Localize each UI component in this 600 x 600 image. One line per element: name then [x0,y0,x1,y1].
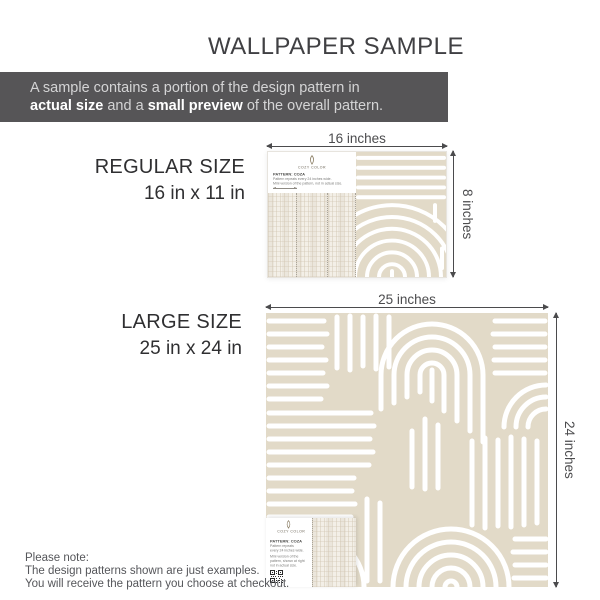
regular-card-header [268,152,356,193]
coza-pattern-actual-size [356,152,446,277]
pattern-info-line: pattern, shown at right [270,559,305,563]
brand-logo-icon [268,155,356,165]
banner-line-1: A sample contains a portion of the design pattern in [30,80,360,96]
pattern-info-line: not in actual size. [270,564,298,568]
note-line: The design patterns shown are just examples. [25,565,260,577]
pattern-info-line: Pattern repeats every 24 inches wide. [273,177,332,181]
large-width-label: 25 inches [378,292,436,307]
pattern-title: PATTERN: COZA [270,539,303,544]
disclaimer-note [25,552,289,591]
description-banner [0,72,448,122]
banner-line-2: actual size and a small preview of the overall pattern. [30,97,384,114]
repeat-width-arrow [273,188,297,189]
preview-divider [327,193,328,277]
regular-width-arrow [267,146,447,147]
brand-logo-icon [266,520,311,529]
brand-name: COZY COLOR [277,530,306,534]
large-size-dimensions: 25 in x 24 in [139,338,242,359]
pattern-info-line: Mini version of the [270,555,299,559]
regular-height-label: 8 inches [460,188,475,240]
page-title: WALLPAPER SAMPLE [207,33,465,60]
regular-size-name: REGULAR SIZE [94,156,245,178]
brand-name: COZY COLOR [297,166,327,170]
large-height-arrow [556,313,557,587]
regular-size-dimensions: 16 in x 11 in [143,183,245,204]
note-heading: Please note: [25,552,89,564]
preview-divider [312,518,313,587]
note-line: You will receive the pattern you choose at checkout. [25,578,290,590]
preview-divider [296,193,297,277]
pattern-mini-preview [312,518,356,587]
pattern-info-line: every 24 inches wide. [270,549,304,553]
banner-bold-small-preview: small preview [147,97,243,114]
large-height-label: 24 inches [562,421,577,479]
pattern-info-line: Pattern repeats [270,544,294,548]
large-sample [266,313,548,587]
regular-height-arrow [453,151,454,277]
regular-size-label [40,156,245,205]
large-size-label [40,311,242,360]
pattern-mini-preview [268,193,356,277]
regular-width-label: 16 inches [328,131,386,146]
large-size-name: LARGE SIZE [121,311,242,333]
banner-bold-actual-size: actual size [30,97,104,114]
regular-card-text [273,172,356,186]
pattern-title: PATTERN: COZA [273,172,306,177]
regular-sample-card [267,151,447,278]
pattern-info-line: Mini version of the pattern, not in actual size. [273,182,343,186]
large-width-arrow [266,307,548,308]
